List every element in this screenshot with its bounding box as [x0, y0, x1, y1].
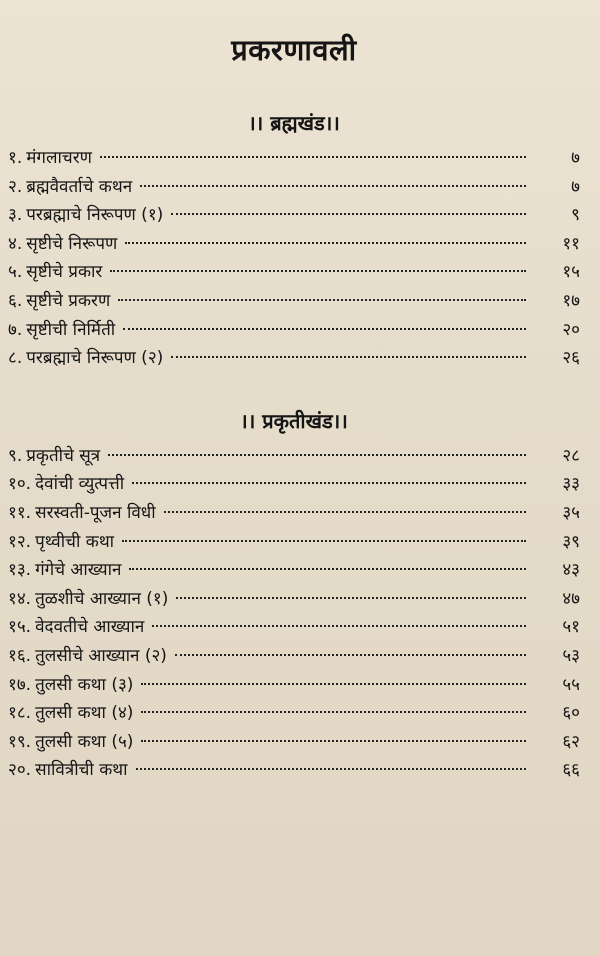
toc-entry — [8, 258, 580, 287]
entry-page-number: ९ — [571, 205, 580, 226]
dot-leader — [132, 482, 526, 484]
entry-title: सृष्टीची निर्मिती — [26, 319, 116, 340]
dot-leader — [171, 213, 526, 215]
entry-page-number: २० — [562, 319, 580, 340]
entry-page-number: ३९ — [562, 531, 580, 552]
toc-entry — [8, 642, 580, 671]
entry-page-number: ६२ — [562, 731, 580, 752]
toc-entry — [8, 173, 580, 202]
entry-number: १२. — [8, 531, 32, 552]
entry-title: सृष्टीचे प्रकार — [26, 262, 103, 283]
entry-title: वेदवतीचे आख्यान — [35, 617, 145, 638]
toc-entry — [8, 756, 580, 785]
dot-leader — [141, 683, 526, 685]
entry-title: पृथ्वीची कथा — [35, 531, 115, 552]
entry-page-number: ४७ — [562, 588, 580, 609]
section-heading-prakritikhand: ।। प्रकृतीखंड।। — [240, 408, 348, 433]
dot-leader — [141, 711, 526, 713]
dot-leader — [175, 654, 526, 656]
entry-number: १७. — [8, 674, 32, 695]
toc-entry — [8, 728, 580, 757]
entry-number: ११. — [8, 502, 32, 523]
toc-entry — [8, 699, 580, 728]
entry-number: ६. — [8, 290, 23, 311]
entry-number: १०. — [8, 474, 32, 495]
entry-number: १९. — [8, 731, 32, 752]
toc-entry — [8, 287, 580, 316]
entry-number: २०. — [8, 760, 32, 781]
dot-leader — [164, 511, 526, 513]
entry-number: १४. — [8, 588, 32, 609]
toc-list-prakritikhand — [8, 442, 580, 785]
toc-entry — [8, 613, 580, 642]
toc-entry — [8, 442, 580, 471]
entry-title: ब्रह्मवैवर्ताचे कथन — [26, 176, 133, 197]
entry-title: तुलसी कथा (४) — [35, 703, 134, 724]
toc-entry — [8, 230, 580, 259]
dot-leader — [125, 242, 526, 244]
dot-leader — [122, 540, 526, 542]
entry-title: सावित्रीची कथा — [35, 760, 128, 781]
entry-page-number: ६६ — [562, 760, 580, 781]
toc-entry — [8, 585, 580, 614]
page-title: प्रकरणावली — [231, 33, 357, 67]
entry-title: तुलसी कथा (३) — [35, 674, 134, 695]
toc-entry — [8, 671, 580, 700]
dot-leader — [141, 740, 526, 742]
dot-leader — [110, 270, 526, 272]
dot-leader — [118, 299, 526, 301]
toc-entry — [8, 316, 580, 345]
entry-number: ३. — [8, 205, 23, 226]
entry-number: ८. — [8, 348, 23, 369]
section-heading-brahmakhand: ।। ब्रह्मखंड।। — [248, 111, 340, 135]
entry-title: सृष्टीचे निरूपण — [26, 233, 118, 254]
toc-entry — [8, 144, 580, 173]
entry-page-number: ११ — [562, 233, 580, 254]
entry-title: तुलसी कथा (५) — [35, 731, 134, 752]
entry-page-number: ६० — [562, 703, 580, 724]
toc-list-brahmakhand — [8, 144, 580, 373]
toc-entry — [8, 499, 580, 528]
entry-number: १६. — [8, 645, 32, 666]
entry-page-number: ३३ — [562, 474, 580, 495]
entry-number: ७. — [8, 319, 23, 340]
dot-leader — [152, 625, 526, 627]
entry-page-number: २८ — [562, 445, 580, 466]
toc-entry — [8, 201, 580, 230]
entry-page-number: १७ — [562, 290, 580, 311]
toc-entry — [8, 528, 580, 557]
entry-title: गंगेचे आख्यान — [35, 560, 122, 581]
dot-leader — [176, 597, 526, 599]
entry-title: देवांची व्युत्पत्ती — [35, 474, 125, 495]
entry-page-number: २६ — [562, 348, 580, 369]
entry-number: १५. — [8, 617, 32, 638]
dot-leader — [140, 185, 526, 187]
entry-page-number: ५३ — [562, 645, 580, 666]
dot-leader — [123, 328, 526, 330]
toc-entry — [8, 556, 580, 585]
dot-leader — [108, 454, 526, 456]
entry-page-number: ७ — [571, 148, 580, 168]
entry-title: परब्रह्माचे निरूपण (१) — [26, 205, 164, 226]
entry-number: २. — [8, 176, 23, 197]
entry-title: प्रकृतीचे सूत्र — [26, 445, 101, 466]
dot-leader — [100, 156, 526, 158]
entry-page-number: १५ — [562, 262, 580, 283]
toc-entry — [8, 470, 580, 499]
entry-title: परब्रह्माचे निरूपण (२) — [26, 348, 164, 369]
entry-number: १. — [8, 148, 23, 168]
entry-page-number: ४३ — [562, 560, 580, 581]
entry-title: सरस्वती-पूजन विधी — [35, 502, 156, 523]
entry-number: १३. — [8, 560, 32, 581]
entry-page-number: ५१ — [562, 617, 580, 638]
entry-number: ९. — [8, 445, 23, 466]
entry-title: तुळशीचे आख्यान (१) — [35, 588, 169, 609]
dot-leader — [129, 568, 526, 570]
dot-leader — [136, 768, 526, 770]
entry-title: मंगलाचरण — [26, 148, 92, 168]
entry-page-number: ७ — [571, 176, 580, 197]
entry-number: ४. — [8, 233, 23, 254]
toc-entry — [8, 344, 580, 373]
entry-page-number: ३५ — [562, 502, 580, 523]
entry-title: सृष्टीचे प्रकरण — [26, 290, 111, 311]
entry-title: तुलसीचे आख्यान (२) — [35, 645, 167, 666]
entry-number: ५. — [8, 262, 23, 283]
dot-leader — [171, 356, 526, 358]
entry-number: १८. — [8, 703, 32, 724]
entry-page-number: ५५ — [562, 674, 580, 695]
